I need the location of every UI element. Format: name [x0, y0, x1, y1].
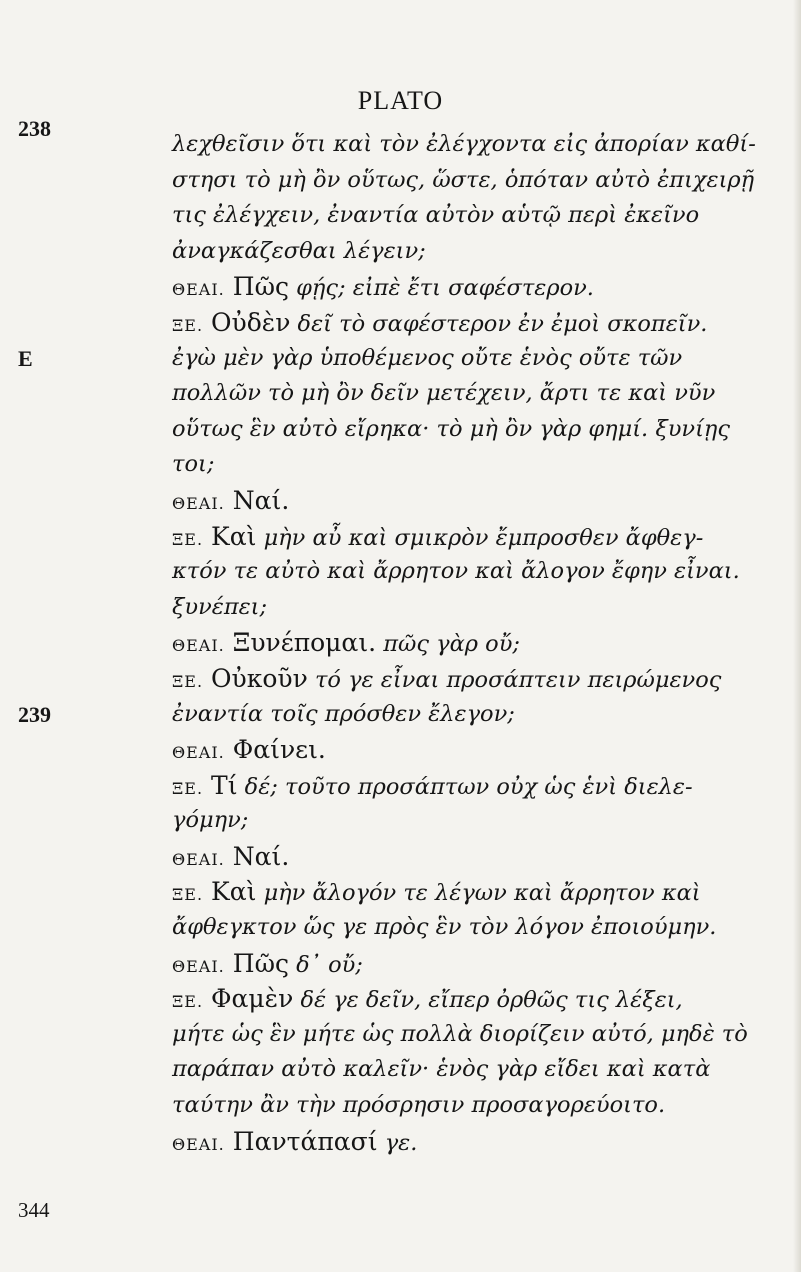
- speech-opening: Καὶ: [211, 521, 257, 551]
- page-number-greek: 238: [18, 116, 51, 141]
- line-text: γε.: [384, 1129, 418, 1156]
- speaker-label: ΘΕΑΙ.: [172, 1134, 225, 1154]
- text-line: [172, 590, 792, 626]
- speech-opening: Οὐδὲν: [211, 307, 291, 337]
- text-line: [172, 732, 792, 768]
- speech-opening: Πῶς: [232, 272, 289, 302]
- speech-opening: Οὐκοῦν: [211, 663, 308, 693]
- speaker-label: ΞΕ.: [172, 778, 204, 798]
- speaker-label: ΞΕ.: [172, 529, 204, 549]
- text-line: [172, 519, 792, 555]
- text-line: [172, 483, 792, 519]
- speech-opening: Φαίνει.: [232, 735, 326, 765]
- line-text: δέ; τοῦτο προσάπτων οὐχ ὡς ἑνὶ διελε-: [244, 773, 693, 800]
- line-text: ξυνέπει;: [172, 593, 268, 620]
- text-line: [172, 1088, 792, 1124]
- text-line: [172, 981, 792, 1017]
- speaker-label: ΘΕΑΙ.: [172, 493, 225, 513]
- speaker-label: ΘΕΑΙ.: [172, 636, 225, 656]
- speaker-label: ΘΕΑΙ.: [172, 743, 225, 763]
- line-text: ἀναγκάζεσθαι λέγειν;: [172, 237, 426, 264]
- line-text: ἐναντία τοῖς πρόσθεν ἔλεγον;: [172, 700, 515, 727]
- text-line: [172, 269, 792, 305]
- line-text: μήτε ὡς ἓν μήτε ὡς πολλὰ διορίζειν αὐτό, μηδὲ τὸ: [172, 1020, 748, 1047]
- line-text: λεχθεῖσιν ὅτι καὶ τὸν ἐλέγχοντα εἰς ἀπορίαν καθί-: [172, 131, 756, 157]
- text-line: [172, 412, 792, 448]
- line-text: παράπαν αὐτὸ καλεῖν· ἑνὸς γὰρ εἴδει καὶ κατὰ: [172, 1056, 711, 1083]
- speaker-label: ΞΕ.: [172, 885, 204, 905]
- margin-reference: 239: [18, 701, 51, 727]
- line-text: μὴν αὖ καὶ σμικρὸν ἔμπροσθεν ἄφθεγ-: [263, 524, 704, 551]
- text-line: [172, 625, 792, 661]
- page-edge-shadow: [793, 0, 801, 1272]
- line-text: δεῖ τὸ σαφέστερον ἐν ἐμοὶ σκοπεῖν.: [297, 310, 708, 337]
- text-line: [172, 163, 792, 199]
- line-text: τις ἐλέγχειν, ἐναντία αὐτὸν αὑτῷ περὶ ἐκεῖνο: [172, 202, 700, 229]
- text-line: [172, 910, 792, 946]
- speech-opening: Ναί.: [232, 841, 290, 871]
- text-line: [172, 1124, 792, 1160]
- text-line: [172, 1017, 792, 1053]
- page-number-book: 344: [18, 1198, 50, 1222]
- text-line: [172, 234, 792, 270]
- speaker-label: ΘΕΑΙ.: [172, 280, 225, 300]
- line-text: κτόν τε αὐτὸ καὶ ἄρρητον καὶ ἄλογον ἔφην εἶναι.: [172, 558, 740, 585]
- speech-opening: Πῶς: [232, 948, 289, 978]
- speaker-label: ΞΕ.: [172, 992, 204, 1012]
- speaker-label: ΘΕΑΙ.: [172, 849, 225, 869]
- speaker-label: ΘΕΑΙ.: [172, 956, 225, 976]
- line-text: δέ γε δεῖν, εἴπερ ὀρθῶς τις λέξει,: [300, 987, 683, 1014]
- text-line: [172, 1052, 792, 1088]
- line-text: ἐγὼ μὲν γὰρ ὑποθέμενος οὔτε ἑνὸς οὔτε τῶν: [172, 344, 683, 371]
- speech-opening: Φαμὲν: [211, 984, 294, 1014]
- speech-opening: Τί: [211, 770, 238, 800]
- line-text: στησι τὸ μὴ ὂν οὕτως, ὥστε, ὁπόταν αὐτὸ ἐπιχειρῇ: [172, 166, 755, 193]
- text-line: [18, 341, 792, 377]
- text-line: [172, 839, 792, 875]
- speech-opening: Ναί.: [232, 485, 290, 515]
- speaker-label: ΞΕ.: [172, 315, 204, 335]
- line-text: ταύτην ἂν τὴν πρόσρησιν προσαγορεύοιτο.: [172, 1092, 666, 1119]
- running-header: PLATO: [357, 86, 444, 115]
- line-text: τοι;: [172, 451, 215, 478]
- speech-opening: Καὶ: [211, 877, 257, 907]
- speech-opening: Παντάπασί: [232, 1126, 378, 1156]
- text-line: [172, 874, 792, 910]
- line-text: γόμην;: [172, 807, 249, 834]
- text-line: [172, 946, 792, 982]
- text-line: [172, 661, 792, 697]
- line-text: πολλῶν τὸ μὴ ὂν δεῖν μετέχειν, ἄρτι τε καὶ νῦν: [172, 380, 716, 407]
- text-line: [172, 198, 792, 234]
- text-line: [172, 768, 792, 804]
- margin-reference: E: [18, 345, 33, 371]
- speaker-label: ΞΕ.: [172, 671, 204, 691]
- line-text: τό γε εἶναι προσάπτειν πειρώμενος: [314, 666, 722, 693]
- line-text: δ᾽ οὔ;: [296, 951, 363, 978]
- text-line: [18, 697, 792, 733]
- text-line: [172, 376, 792, 412]
- line-text: μὴν ἄλογόν τε λέγων καὶ ἄρρητον καὶ: [263, 880, 701, 907]
- line-text: οὕτως ἓν αὐτὸ εἴρηκα· τὸ μὴ ὂν γὰρ φημί. ξυνίῃς: [172, 415, 730, 442]
- text-line: [172, 447, 792, 483]
- line-text: πῶς γὰρ οὔ;: [383, 631, 520, 658]
- text-line: [172, 554, 792, 590]
- text-line: [172, 127, 792, 163]
- line-text: ἄφθεγκτον ὥς γε πρὸς ἓν τὸν λόγον ἐποιούμην.: [172, 914, 717, 941]
- text-line: [172, 305, 792, 341]
- line-text: φῄς; εἰπὲ ἔτι σαφέστερον.: [296, 275, 594, 302]
- text-line: [172, 803, 792, 839]
- speech-opening: Ξυνέπομαι.: [232, 628, 377, 658]
